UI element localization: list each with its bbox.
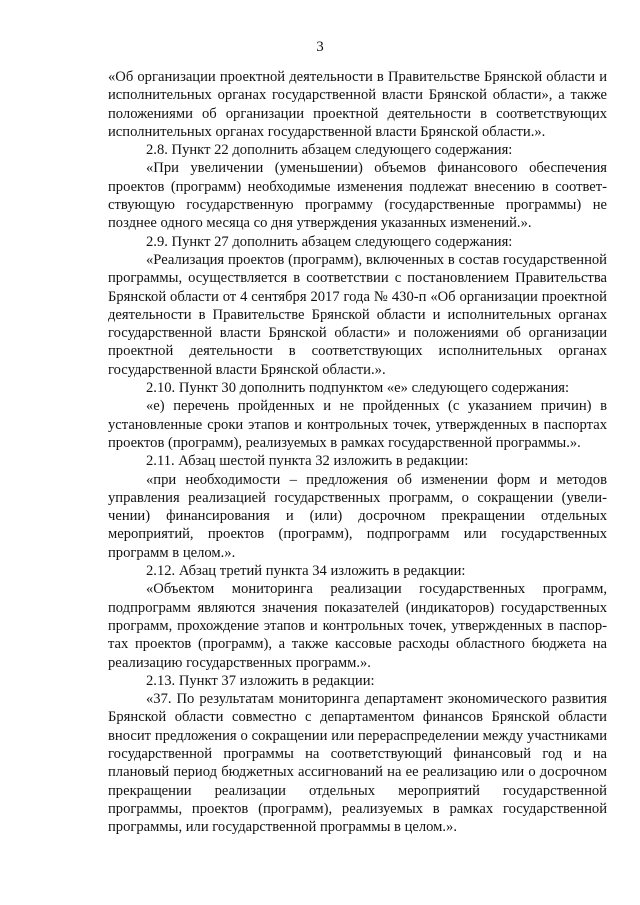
- paragraph-5: «Реализация проектов (программ), включенных в состав государственной программы, осуществляется в соответствии с постановлением Правительства Брянской области от 4 сентября 2017 года № 430-п «Об организации проектной деятельности в Правительстве Брянской области и исполнительных органах государственной власти Брянской области» и положениями об организации проектной деятельности в соответствующих исполнительных органах государственной власти Брянской области.».: [108, 251, 607, 378]
- paragraph-2: 2.8. Пункт 22 дополнить абзацем следующего содержания:: [146, 142, 513, 159]
- paragraph-11: «Объектом мониторинга реализации государственных программ, подпрограмм являются значения показателей (индикаторов) государственных программ, прохождение этапов и контрольных точек, утвержденных в паспортах проектов (программ), а также кассовые расходы областного бюджета на реализацию государственных программ.».: [108, 581, 607, 671]
- paragraph-10: 2.12. Абзац третий пункта 34 изложить в редакции:: [146, 563, 466, 580]
- document-body: [108, 68, 607, 836]
- paragraph-9: «при необходимости – предложения об изменении форм и методов управления реализацией государственных программ, о сокращении (увеличении) финансирования и (или) досрочном прекращении отдельных мероприятий, проектов (программ), подпрограмм или государственных программ в целом.».: [108, 471, 607, 561]
- paragraph-12: 2.13. Пункт 37 изложить в редакции:: [146, 672, 375, 689]
- paragraph-1: «Об организации проектной деятельности в Правительстве Брянской области и исполнительных органах государственной власти Брянской области», а также положениями об организации проектной деятельности в соответствующих исполнительных органах государственной власти Брянской области.».: [108, 69, 607, 140]
- paragraph-7: «е) перечень пройденных и не пройденных (с указанием причин) в установленные сроки этапов и контрольных точек, утвержденных в паспортах проектов (программ), реализуемых в рамках государственной программы.».: [108, 398, 607, 451]
- paragraph-13: «37. По результатам мониторинга департамент экономического развития Брянской области совместно с департаментом финансов Брянской области вносит предложения о сокращении или перераспределении между участниками государственной программы на соответствующий финансовый год и на плановый период бюджетных ассигнований на ее реализацию или о досрочном прекращении реализации отдельных мероприятий государственной программы, проектов (программ), реализуемых в рамках государственной программы, или государственной программы в целом.».: [108, 691, 607, 836]
- paragraph-6: 2.10. Пункт 30 дополнить подпунктом «е» следующего содержания:: [146, 380, 570, 397]
- paragraph-4: 2.9. Пункт 27 дополнить абзацем следующего содержания:: [146, 233, 513, 250]
- paragraph-8: 2.11. Абзац шестой пункта 32 изложить в редакции:: [146, 453, 469, 470]
- paragraph-3: «При увеличении (уменьшении) объемов финансового обеспечения проектов (программ) необходимые изменения подлежат внесению в соответствующую государственную программу (государственные программы) не позднее одного месяца со дня утверждения указанных изменений.».: [108, 160, 607, 232]
- page-number: 3: [316, 39, 324, 55]
